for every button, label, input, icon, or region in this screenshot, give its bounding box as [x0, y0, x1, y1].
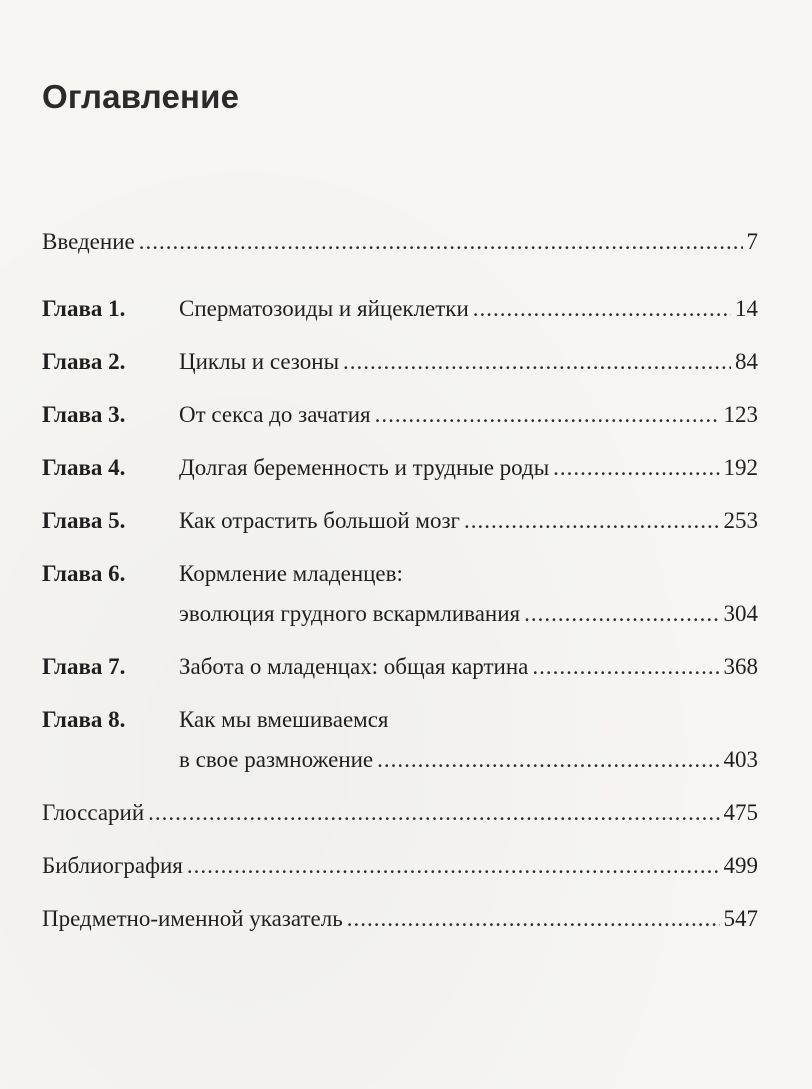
toc-entry-chapter-7[interactable] — [42, 647, 758, 687]
chapter-page-number: 403 — [723, 747, 758, 772]
chapter-title: Забота о младенцах: общая картина — [179, 654, 529, 679]
dot-leader — [377, 740, 719, 780]
dot-leader — [524, 594, 719, 634]
dot-leader — [375, 395, 720, 435]
toc-entry-glossary[interactable] — [42, 793, 758, 833]
toc-entry-index[interactable] — [42, 899, 758, 939]
toc-entry-chapter-1[interactable] — [42, 289, 758, 329]
chapter-page-number: 253 — [723, 508, 758, 533]
dot-leader — [148, 793, 719, 833]
dot-leader — [553, 448, 719, 488]
entry-title: Библиография — [42, 853, 183, 878]
dot-leader — [347, 899, 720, 939]
chapter-title: Циклы и сезоны — [179, 349, 340, 374]
entry-page-number: 547 — [723, 906, 758, 931]
toc-entry-chapter-8[interactable] — [42, 700, 758, 780]
chapter-title-line-2: эволюция грудного вскармливания — [179, 601, 521, 626]
entry-page-number: 499 — [723, 853, 758, 878]
chapter-page-number: 192 — [723, 455, 758, 480]
chapter-number: Глава 4. — [42, 455, 126, 480]
chapter-number: Глава 5. — [42, 508, 126, 533]
entry-title: Глоссарий — [42, 800, 145, 825]
dot-leader — [343, 342, 731, 382]
chapter-number: Глава 3. — [42, 402, 126, 427]
page-title: Оглавление — [42, 78, 240, 115]
chapter-title: От секса до зачатия — [179, 402, 371, 427]
chapter-page-number: 14 — [735, 296, 758, 321]
chapter-number: Глава 2. — [42, 349, 126, 374]
entry-title: Введение — [42, 229, 135, 254]
chapter-page-number: 123 — [723, 402, 758, 427]
chapter-title-line-2: в свое размножение — [179, 747, 374, 772]
dot-leader — [464, 501, 720, 541]
dot-leader — [473, 289, 731, 329]
toc-entry-chapter-5[interactable] — [42, 501, 758, 541]
chapter-title-line-1: Как мы вмешиваемся — [179, 707, 389, 732]
chapter-number: Глава 8. — [42, 707, 126, 732]
toc-entry-chapter-4[interactable] — [42, 448, 758, 488]
chapter-title: Как отрастить большой мозг — [179, 508, 460, 533]
chapter-title: Долгая беременность и трудные роды — [179, 455, 550, 480]
dot-leader — [532, 647, 719, 687]
dot-leader — [187, 846, 720, 886]
chapter-title-line-1: Кормление младенцев: — [179, 561, 403, 586]
toc-entry-bibliography[interactable] — [42, 846, 758, 886]
chapter-page-number: 84 — [735, 349, 758, 374]
chapter-number: Глава 6. — [42, 561, 126, 586]
toc-entry-intro[interactable] — [42, 222, 758, 262]
chapter-title: Сперматозоиды и яйцеклетки — [179, 296, 469, 321]
dot-leader — [139, 222, 743, 262]
toc-entry-chapter-2[interactable] — [42, 342, 758, 382]
chapter-number: Глава 7. — [42, 654, 126, 679]
chapter-number: Глава 1. — [42, 296, 126, 321]
entry-title: Предметно-именной указатель — [42, 906, 343, 931]
entry-page-number: 475 — [723, 800, 758, 825]
chapter-page-number: 368 — [723, 654, 758, 679]
entry-page-number: 7 — [746, 229, 758, 254]
table-of-contents — [42, 222, 758, 939]
toc-entry-chapter-3[interactable] — [42, 395, 758, 435]
toc-entry-chapter-6[interactable] — [42, 554, 758, 634]
chapter-page-number: 304 — [723, 601, 758, 626]
